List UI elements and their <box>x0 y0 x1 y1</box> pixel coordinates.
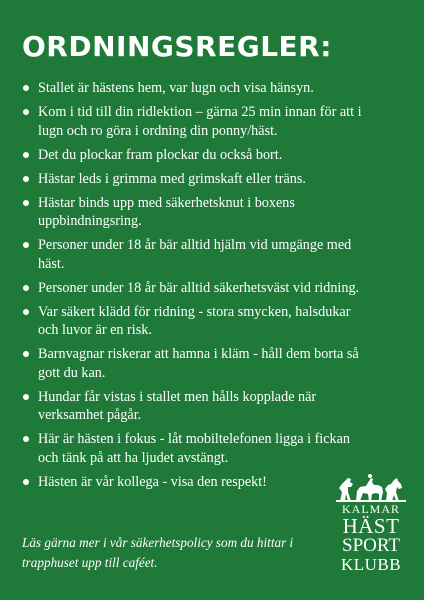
rule-text: Kom i tid till din ridlektion – gärna 25 min innan för att i lugn och ro göra i ordning din ponny/häst. <box>38 104 362 139</box>
rule-text: Personer under 18 år bär alltid säkerhetsväst vid ridning. <box>38 279 360 296</box>
rule-item <box>22 170 368 189</box>
footer-note: Läs gärna mer i vår säkerhetspolicy som du hittar i trapphuset upp till caféet. <box>22 535 294 570</box>
bullet-icon <box>23 152 29 158</box>
rule-text: Barnvagnar riskerar att hamna i kläm - håll dem borta så gott du kan. <box>38 346 359 381</box>
bullet-icon <box>23 285 29 291</box>
bullet-icon <box>23 309 29 315</box>
rule-text: Hästar leds i grimma med grimskaft eller träns. <box>38 170 306 187</box>
bullet-icon <box>23 351 29 357</box>
rule-text: Hästar binds upp med säkerhetsknut i boxens uppbindningsring. <box>38 194 295 229</box>
rule-item <box>22 79 368 98</box>
logo-text-hast: HÄST <box>342 514 400 538</box>
rule-item <box>22 279 368 298</box>
rule-item <box>22 430 368 467</box>
rules-list <box>22 79 368 497</box>
bullet-icon <box>23 242 29 248</box>
bullet-icon <box>23 436 29 442</box>
club-logo <box>336 472 406 580</box>
rule-item <box>22 473 368 492</box>
bullet-icon <box>23 85 29 91</box>
rule-item <box>22 194 368 231</box>
bullet-icon <box>23 394 29 400</box>
rule-text: Här är hästen i fokus - låt mobiltelefonen ligga i fickan och tänk på att ha ljudet avstängt. <box>38 431 351 466</box>
rule-item <box>22 146 368 165</box>
rule-item <box>22 236 368 273</box>
poster-title: ORDNINGSREGLER: <box>22 30 332 63</box>
logo-text-klubb: KLUBB <box>340 555 402 574</box>
bullet-icon <box>23 109 29 115</box>
logo-text-kalmar: KALMAR <box>341 502 400 516</box>
bullet-icon <box>23 479 29 485</box>
rule-text: Var säkert klädd för ridning - stora smycken, halsdukar och luvor är en risk. <box>38 303 351 338</box>
rule-item <box>22 103 368 140</box>
bullet-icon <box>23 200 29 206</box>
logo-text-sport: SPORT <box>342 535 400 556</box>
rule-item <box>22 345 368 382</box>
rule-text: Hästen är vår kollega - visa den respekt! <box>38 473 267 490</box>
rule-item <box>22 303 368 340</box>
rule-text: Personer under 18 år bär alltid hjälm vid umgänge med häst. <box>38 237 352 272</box>
horses-icon <box>336 472 406 502</box>
rule-text: Det du plockar fram plockar du också bort. <box>38 146 283 163</box>
rule-item <box>22 388 368 425</box>
rule-text: Stallet är hästens hem, var lugn och visa hänsyn. <box>38 80 314 96</box>
rule-text: Hundar får vistas i stallet men hålls kopplade när verksamhet pågår. <box>38 388 317 423</box>
bullet-icon <box>23 176 29 182</box>
